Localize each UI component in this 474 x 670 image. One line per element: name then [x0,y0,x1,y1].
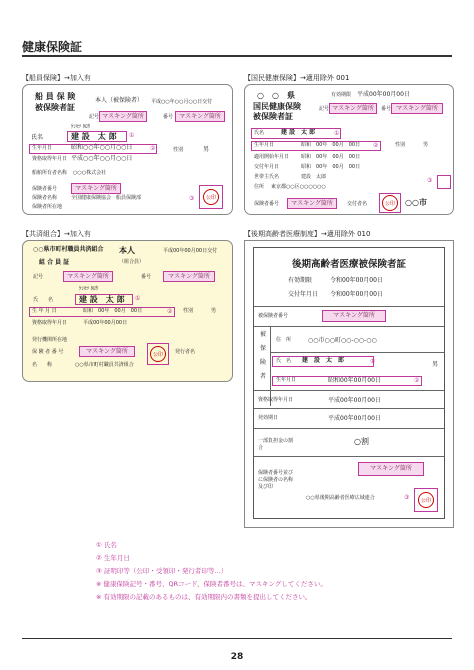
birth-value: 昭和 00年 00月 00日 [301,142,361,148]
card-kyosai-kumiai [22,240,233,382]
seal-stamp: 公印 [203,189,219,205]
card-title: 後期高齢者医療被保険者証 [291,259,406,270]
name-furigana: ｹﾝｾﾂ ﾀﾛｳ [79,286,99,292]
futan-value: ○割 [354,437,369,446]
insurer-no-label: 保険者番号 [254,201,280,207]
masked-kigou: マスキング箇所 [63,271,113,282]
divider [254,306,444,307]
start-date-value: 昭和 00年 00月 00日 [301,154,361,160]
shikaku-value: 平成○○年○○月○○日 [71,155,133,162]
name-label: 氏 名 [276,358,292,364]
footer-rule [22,638,452,639]
masked-insurer-no: マスキング箇所 [71,183,121,194]
insurer-no-label: 保険者番号 [32,186,58,192]
divider [254,390,444,391]
issued-value: 令和00年00月00日 [330,291,383,298]
employer-value: ○○○株式会社 [73,170,107,176]
section-label-seninhoken: 【船員保険】→加入有 [22,74,91,82]
sex-value: 男 [203,146,210,153]
card-title-line1: 国民健康保険 [253,101,301,111]
address-value: 東京都○○区○○○○○○ [271,184,326,190]
birth-label: 生年月日 [276,377,297,383]
card-senin-hoken [22,84,233,215]
insurer-addr-label: 保険者所在地 [32,204,63,210]
seal-box [147,343,169,365]
issuer-label: 交付者名 [347,201,368,207]
valid-value: 令和00年00月00日 [330,277,383,284]
address-value: ○○市○○町○○-○○-○○ [308,337,377,344]
sex-value: 男 [211,308,217,314]
name-label: 氏 名 [33,297,54,303]
divider [254,408,444,409]
section-label-kokuho: 【国民健康保険】→適用除外 001 [244,74,350,82]
masked-kigou: マスキング箇所 [99,111,147,122]
small-seal-box [437,175,451,189]
name-value: 建 設 太 郎 [302,357,345,364]
shikaku-value: 平成00年00月00日 [328,397,381,404]
shikaku-value: 平成00年00月00日 [83,320,128,326]
futan-label: 一部負担金の割合 [258,438,294,451]
marker-birth: ② [150,145,156,152]
seal-box [199,185,223,209]
masked-bangou: マスキング箇所 [391,103,443,114]
side-label-1: 被 [260,331,267,338]
marker-seal-small: ③ [427,177,433,184]
bangou-label: 番号 [141,274,152,280]
card-title-line1: 船 員 保 険 [35,91,76,101]
marker-birth: ② [167,308,173,315]
bangou-label: 番号 [163,114,174,120]
side-label-4: 者 [260,373,267,380]
name-label: 氏名 [31,134,44,141]
office-label: 発行機関所在地 [32,337,68,343]
page-title: 健康保険証 [22,40,83,54]
householder-value: 建設 太郎 [301,174,327,180]
insurer-no-label: 保 険 者 番 号 [32,349,64,355]
member-type: （組合員） [119,259,145,265]
card-kouki-koureisha [244,240,454,528]
valid-value: 平成00年00月00日 [357,91,410,98]
name-value: 建 設 太 郎 [75,294,133,305]
marker-name: ① [129,132,135,139]
org-name-label: 名 称 [32,362,53,368]
marker-seal: ③ [189,195,195,202]
kigou-label: 記号 [319,106,330,112]
marker-name: ① [370,358,376,365]
bangou-label: 番号 [381,106,392,112]
divider [270,326,271,406]
seal-stamp: 公印 [382,195,398,211]
note-masking: ※ 健康保険記号・番号、QRコード、保険者番号は、マスキングしてください。 [96,580,327,588]
seal-box [414,488,438,512]
birth-value: 昭和○○年○○月○○日 [71,144,133,151]
masked-kigou: マスキング箇所 [329,103,377,114]
divider [254,456,444,457]
marker-birth: ② [373,142,379,149]
valid-label: 有効期限 [288,277,313,284]
sex-value: 男 [432,361,439,368]
section-label-kouki: 【後期高齢者医療制度】→適用除外 010 [244,230,371,238]
valid-label: 有効期限 [331,92,352,98]
seal-stamp: 公印 [150,346,166,362]
start-date-label: 適用開始年月日 [254,154,290,160]
section-label-kyosai: 【共済組合】→加入有 [22,230,91,238]
insurer-name-value: 全国健康保険協会 船員保険部 [71,195,142,201]
note-name: ① 氏名 [96,541,117,549]
person-type: 本人（被保険者） [95,97,144,104]
card-title: 組 合 員 証 [39,259,70,266]
sex-label: 性別 [183,308,194,314]
birth-label: 生年月日 [32,145,53,151]
sex-label: 性別 [395,142,406,148]
divider [254,326,444,327]
note-valid: ※ 有効期限の記載のあるものは、有効期限内の書類を提出してください。 [96,593,312,601]
note-birth: ② 生年月日 [96,554,130,562]
insurer-name-label: 保険者名称 [32,195,58,201]
page-number: 28 [230,652,244,662]
kigou-label: 記号 [89,114,100,120]
householder-label: 世帯主氏名 [254,174,280,180]
issued-label: 交付年月日 [288,291,319,298]
card-title-line2: 被保険者証 [35,102,75,112]
title-rule [22,55,452,57]
seal-stamp: 公印 [418,492,434,508]
side-label-3: 険 [260,359,267,366]
issue-date: 平成00年00月00日交付 [163,248,218,254]
inner-frame [253,247,445,519]
org-name: ○○県市町村職員共済組合 [33,246,104,253]
masked-bangou: マスキング箇所 [163,271,215,282]
seal-box [379,193,401,213]
marker-name: ① [135,295,141,302]
shikaku-label: 資格取得年月日 [32,156,68,162]
birth-value: 昭和 00年 00月 00日 [83,308,143,314]
card-title-line2: 被保険者証 [253,111,293,121]
name-label: 氏名 [254,130,265,136]
marker-name: ① [334,130,340,137]
insurer-label: 保険者番号並びに保険者の名称及び印 [258,470,294,490]
city-name: ○○市 [405,198,427,207]
org-name-value: ○○県市町村職員共済組合 [75,362,134,368]
employer-label: 船舶所有者名称 [32,170,68,176]
name-value: 建 設 太 郎 [281,129,316,136]
insurer-name: ○○県後期高齢者医療広域連合 [306,495,375,501]
marker-seal: ③ [404,494,410,501]
sex-label: 性別 [173,147,184,153]
masked-insurer-no: マスキング箇所 [79,346,135,357]
birth-value: 昭和00年00月00日 [328,377,381,384]
masked-insurer-no: マスキング箇所 [287,198,337,209]
issue-date-value: 昭和 00年 00月 00日 [301,164,361,170]
birth-label: 生 年 月 日 [32,308,57,314]
name-value: 建 設 太 郎 [67,131,127,142]
marker-birth: ② [414,377,420,384]
masked-bangou: マスキング箇所 [175,111,225,122]
divider [270,352,444,353]
issue-date-label: 交付年月日 [254,164,280,170]
card-kokumin-kenko-hoken [244,84,454,215]
birth-label: 生年月日 [254,142,275,148]
person-type: 本人 [119,245,135,255]
masked-insurer-no: マスキング箇所 [358,462,424,476]
prefecture: ○ ○ 県 [257,90,295,100]
hassei-label: 発効期日 [258,415,279,421]
issue-date: 平成○○年○○月○○日交付 [151,99,213,105]
note-seal: ③ 証明印等（公印・受領印・発行者印等…） [96,567,228,575]
kigou-label: 記号 [33,274,44,280]
address-label: 住所 [254,184,265,190]
divider [254,428,444,429]
masked-insured-no: マスキング箇所 [322,310,386,322]
name-furigana: ｹﾝｾﾂ ﾀﾛｳ [71,124,91,130]
side-label-2: 保 [260,345,267,352]
shikaku-label: 資格取得年月日 [32,320,68,326]
hassei-value: 平成00年00月00日 [328,415,381,422]
shikaku-label: 資格取得年月日 [258,397,294,403]
address-label: 住 所 [276,337,292,343]
sex-value: 男 [423,142,429,148]
issuer-label: 発行者名 [175,349,196,355]
insured-no-label: 被保険者番号 [258,313,289,319]
